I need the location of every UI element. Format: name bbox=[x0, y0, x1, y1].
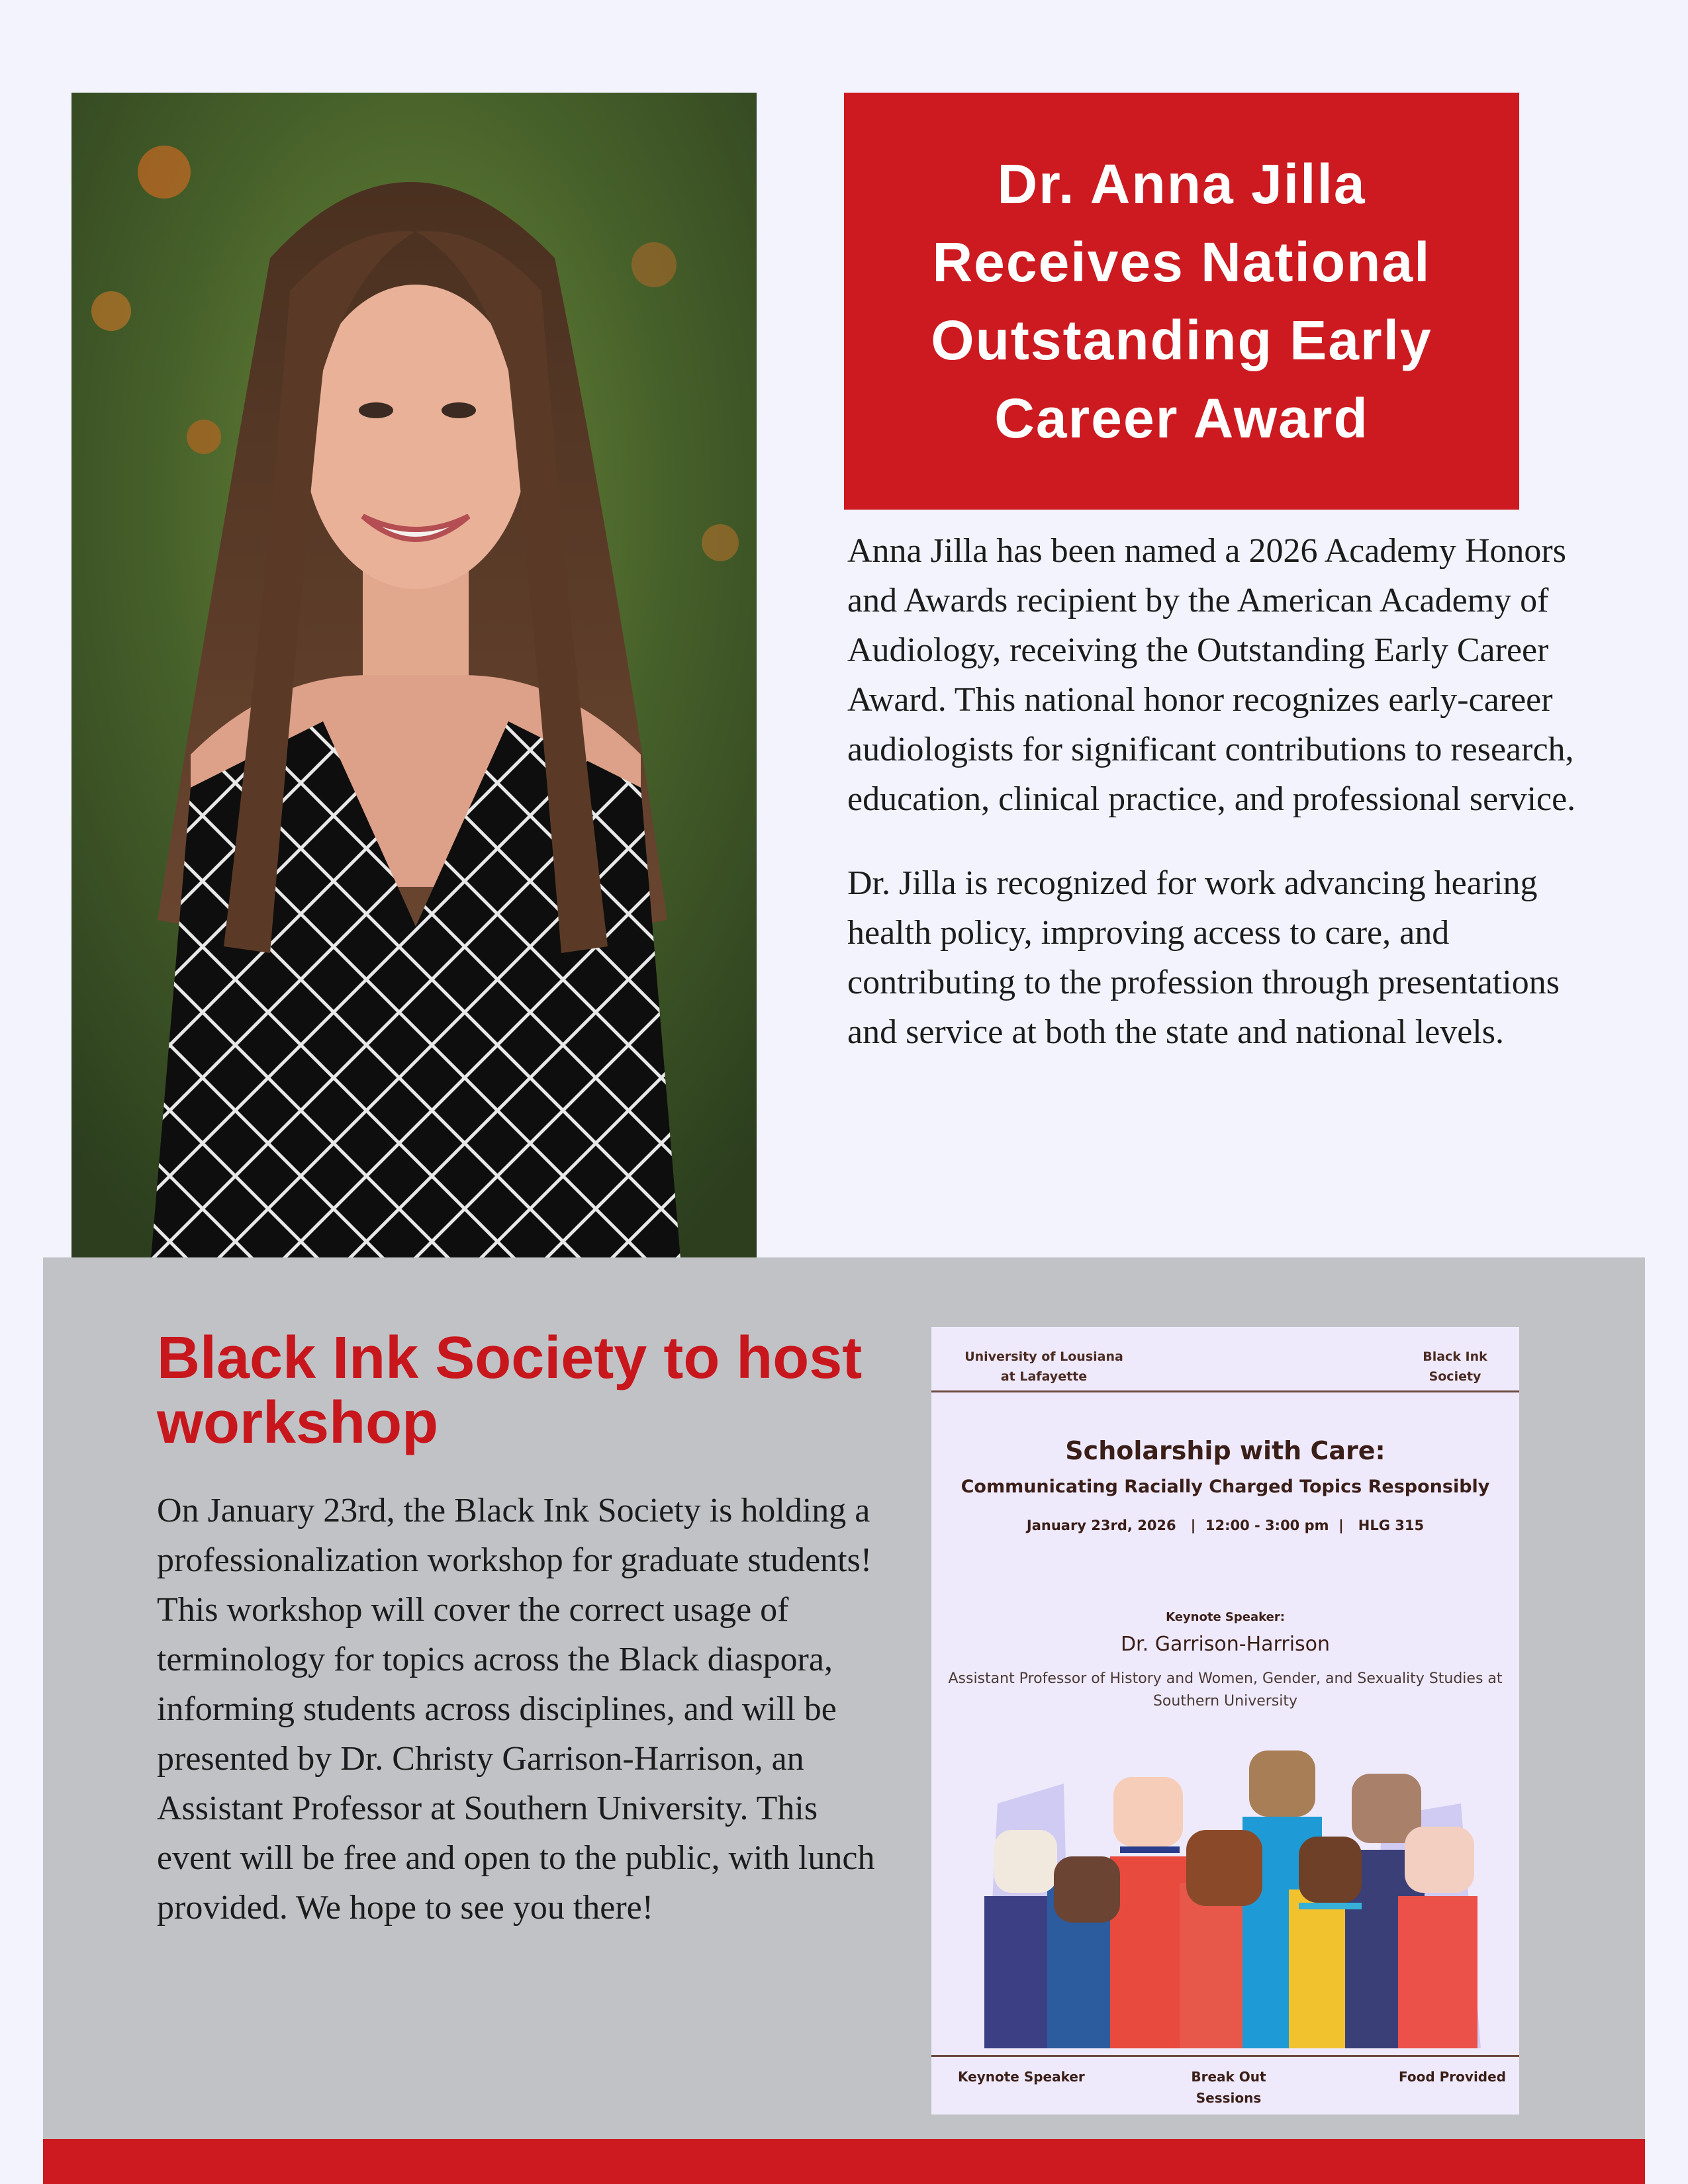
award-paragraph-1: Anna Jilla has been named a 2026 Academy Honors and Awards recipient by the American Academy of Audiology, receiving the Outstanding Early Career Award. This national honor recognizes early-career audiologists for significant contributions to research, education, clinical practice, and professional service. bbox=[847, 532, 1576, 818]
footer-bar bbox=[43, 2139, 1645, 2184]
portrait-photo bbox=[71, 93, 757, 1259]
award-article bbox=[847, 526, 1589, 1091]
flyer-footer-sessions: Break Out Sessions bbox=[1191, 2069, 1266, 2106]
event-flyer bbox=[931, 1327, 1519, 2115]
raised-fists-illustration bbox=[958, 1724, 1493, 2051]
flyer-footer-keynote: Keynote Speaker bbox=[958, 2069, 1085, 2085]
flyer-speaker-role: Assistant Professor of History and Women, Gender, and Sexuality Studies at Southern University bbox=[948, 1670, 1503, 1709]
flyer-title: Scholarship with Care: bbox=[1065, 1436, 1385, 1465]
workshop-title: Black Ink Society to host workshop bbox=[157, 1325, 863, 1456]
flyer-speaker-name: Dr. Garrison-Harrison bbox=[1120, 1633, 1331, 1656]
flyer-society: Black Ink Society bbox=[1423, 1349, 1487, 1384]
award-headline-box bbox=[844, 93, 1519, 510]
flyer-keynote-label: Keynote Speaker: bbox=[1166, 1610, 1285, 1624]
award-title: Dr. Anna Jilla Receives National Outstanding Early Career Award bbox=[931, 153, 1432, 449]
flyer-divider-top bbox=[931, 1390, 1519, 1392]
flyer-footer-food: Food Provided bbox=[1399, 2069, 1506, 2085]
award-paragraph-2: Dr. Jilla is recognized for work advancing hearing health policy, improving access to care, and contributing to the profession through presentations and service at both the state and national levels. bbox=[847, 864, 1560, 1051]
flyer-university: University of Lousiana at Lafayette bbox=[964, 1349, 1123, 1384]
flyer-event-details: January 23rd, 2026 | 12:00 - 3:00 pm | HLG 315 bbox=[1026, 1518, 1425, 1533]
workshop-body: On January 23rd, the Black Ink Society is holding a professionalization workshop for graduate students! This workshop will cover the correct usage of terminology for topics across the Black diaspora, informing students across disciplines, and will be presented by Dr. Christy Garrison-Harrison, an Assistant Professor at Southern University. This event will be free and open to the public, with lunch provided. We hope to see you there! bbox=[157, 1492, 875, 1927]
flyer-divider-bottom bbox=[931, 2055, 1519, 2057]
flyer-subtitle: Communicating Racially Charged Topics Responsibly bbox=[961, 1477, 1490, 1497]
